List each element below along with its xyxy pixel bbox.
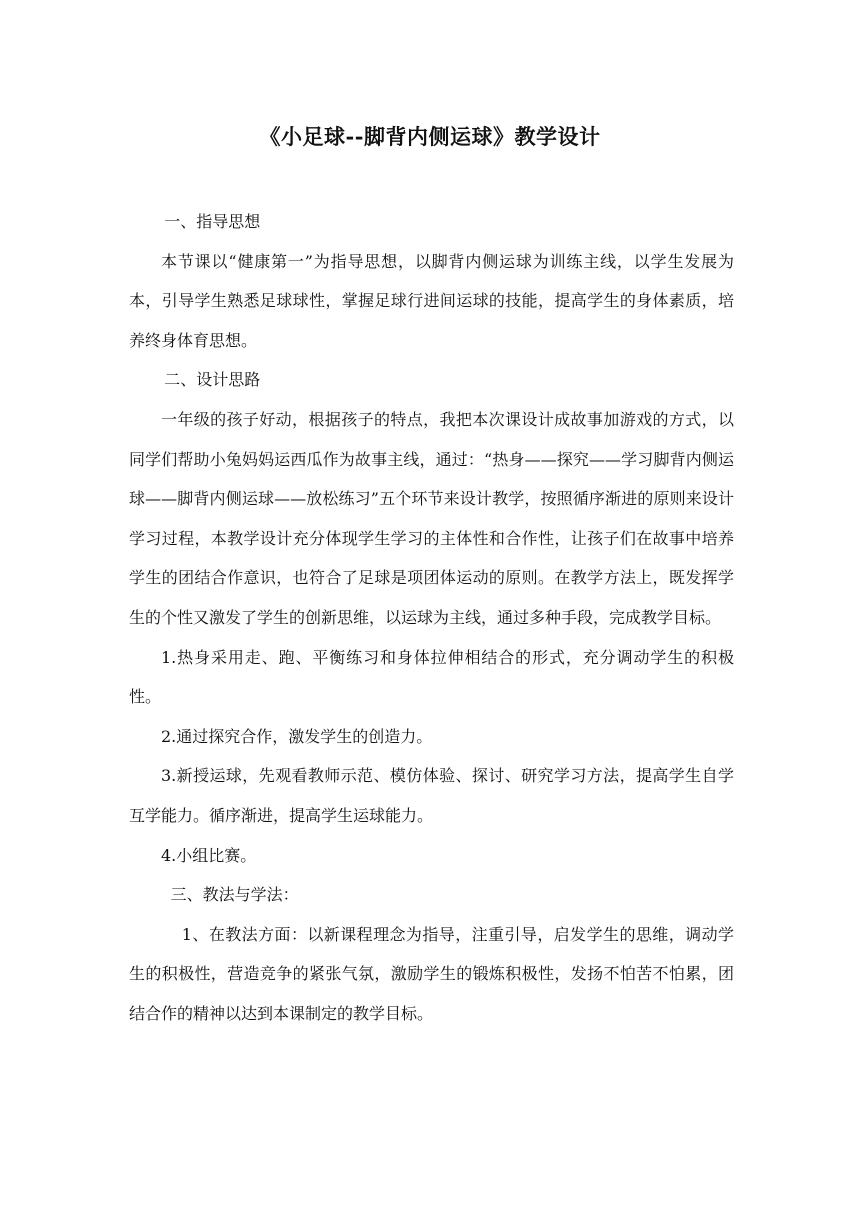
section-heading-design-approach: 二、设计思路: [164, 370, 261, 390]
paragraph-guiding-ideology: 本节课以“健康第一”为指导思想，以脚背内侧运球为训练主线，以学生发展为本，引导学生熟悉足球球性，掌握足球行进间运球的技能，提高学生的身体素质，培养终身体育思想。: [129, 251, 734, 350]
list-item-inquiry: 2.通过探究合作，激发学生的创造力。: [161, 726, 433, 746]
list-item-warmup: 1.热身采用走、跑、平衡练习和身体拉伸相结合的形式，充分调动学生的积极性。: [129, 647, 734, 707]
list-item-group-match: 4.小组比赛。: [161, 845, 257, 865]
section-heading-guiding-ideology: 一、指导思想: [164, 212, 261, 231]
list-item-new-skill: 3.新授运球，先观看教师示范、模仿体验、探讨、研究学习方法，提高学生自学互学能力。循序渐进，提高学生运球能力。: [129, 766, 734, 825]
document-body: [129, 202, 734, 1033]
paragraph-design-approach: 一年级的孩子好动，根据孩子的特点，我把本次课设计成故事加游戏的方式，以同学们帮助小兔妈妈运西瓜作为故事主线，通过：“热身——探究——学习脚背内侧运球——脚背内侧运球——放松练习”五个环节来设计教学，按照循序渐进的原则来设计学习过程，本教学设计充分体现学生学习的主体性和合作性，让孩子们在故事中培养学生的团结合作意识，也符合了足球是项团体运动的原则。在教学方法上，既发挥学生的个性又激发了学生的创新思维，以运球为主线，通过多种手段，完成教学目标。: [129, 409, 734, 627]
section-heading-teaching-methods: 三、教法与学法：: [170, 885, 299, 905]
paragraph-teaching-methods: 1、在教法方面：以新课程理念为指导，注重引导，启发学生的思维，调动学生的积极性，营造竞争的紧张气氛，激励学生的锻炼积极性，发扬不怕苦不怕累，团结合作的精神以达到本课制定的教学目标。: [129, 924, 734, 1023]
document-title: 《小足球--脚背内侧运球》教学设计: [259, 124, 601, 149]
